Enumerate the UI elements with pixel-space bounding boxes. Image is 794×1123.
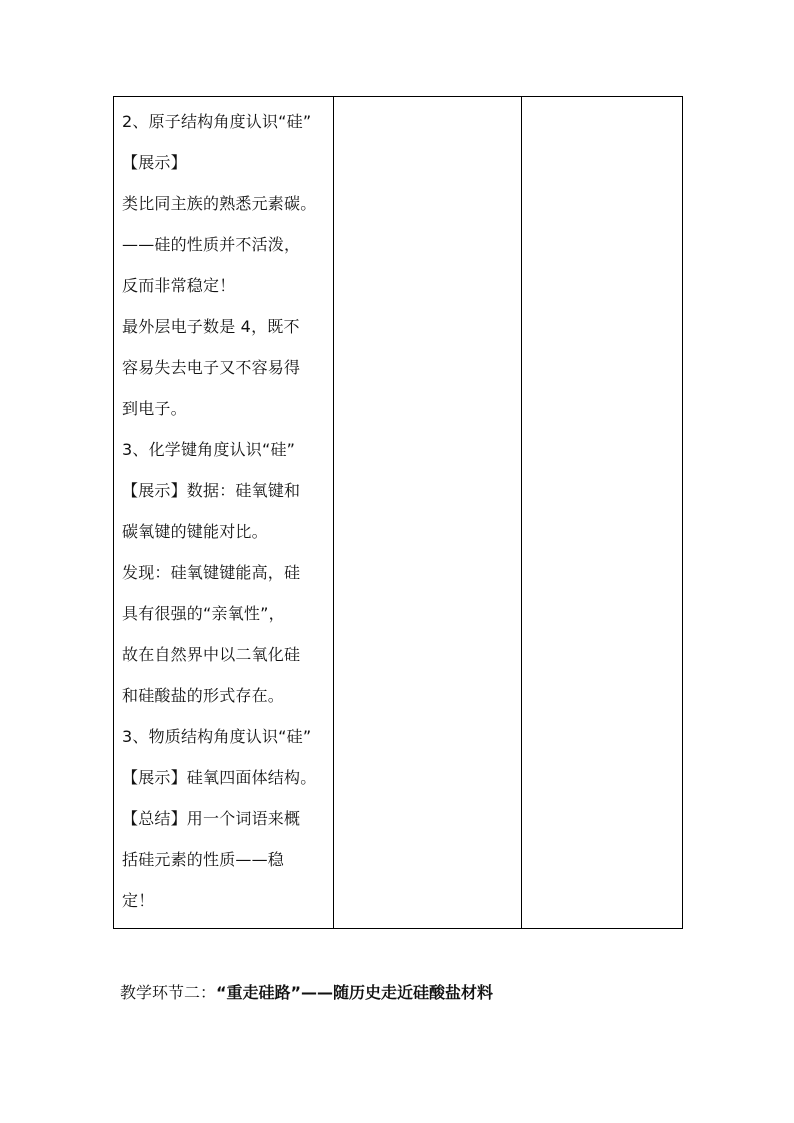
content-line: ——硅的性质并不活泼， [122, 235, 301, 254]
content-line: 发现：硅氧键键能高，硅 [122, 563, 301, 582]
content-line: 具有很强的“亲氧性”， [122, 604, 285, 623]
content-line: 故在自然界中以二氧化硅 [122, 645, 301, 664]
content-line: 和硅酸盐的形式存在。 [122, 686, 285, 705]
content-line: 括硅元素的性质——稳 [122, 850, 285, 869]
content-line: 3、化学键角度认识“硅” [122, 440, 296, 459]
table-row [114, 97, 683, 929]
content-line: 容易失去电子又不容易得 [122, 358, 301, 377]
content-line: 2、原子结构角度认识“硅” [122, 112, 312, 131]
content-line: 定！ [122, 891, 155, 910]
section-title: “重走硅路”——随历史走近硅酸盐材料 [216, 983, 494, 1002]
teaching-content-lines [114, 97, 333, 921]
teaching-content-cell [114, 97, 334, 929]
content-line: 【展示】硅氧四面体结构。 [122, 768, 317, 787]
section-prefix: 教学环节二： [120, 983, 217, 1002]
content-line: 【总结】用一个词语来概 [122, 809, 301, 828]
content-line: 【展示】 [122, 153, 187, 172]
content-line: 反而非常稳定！ [122, 276, 236, 295]
content-line: 3、物质结构角度认识“硅” [122, 727, 312, 746]
empty-cell-right [522, 97, 683, 929]
content-line: 类比同主族的熟悉元素碳。 [122, 194, 317, 213]
empty-cell-middle [334, 97, 522, 929]
content-line: 【展示】数据：硅氧键和 [122, 481, 301, 500]
section-heading [120, 978, 493, 1008]
content-line: 最外层电子数是 4，既不 [122, 317, 300, 336]
content-line: 碳氧键的键能对比。 [122, 522, 268, 541]
lesson-table [113, 96, 683, 929]
content-line: 到电子。 [122, 399, 187, 418]
